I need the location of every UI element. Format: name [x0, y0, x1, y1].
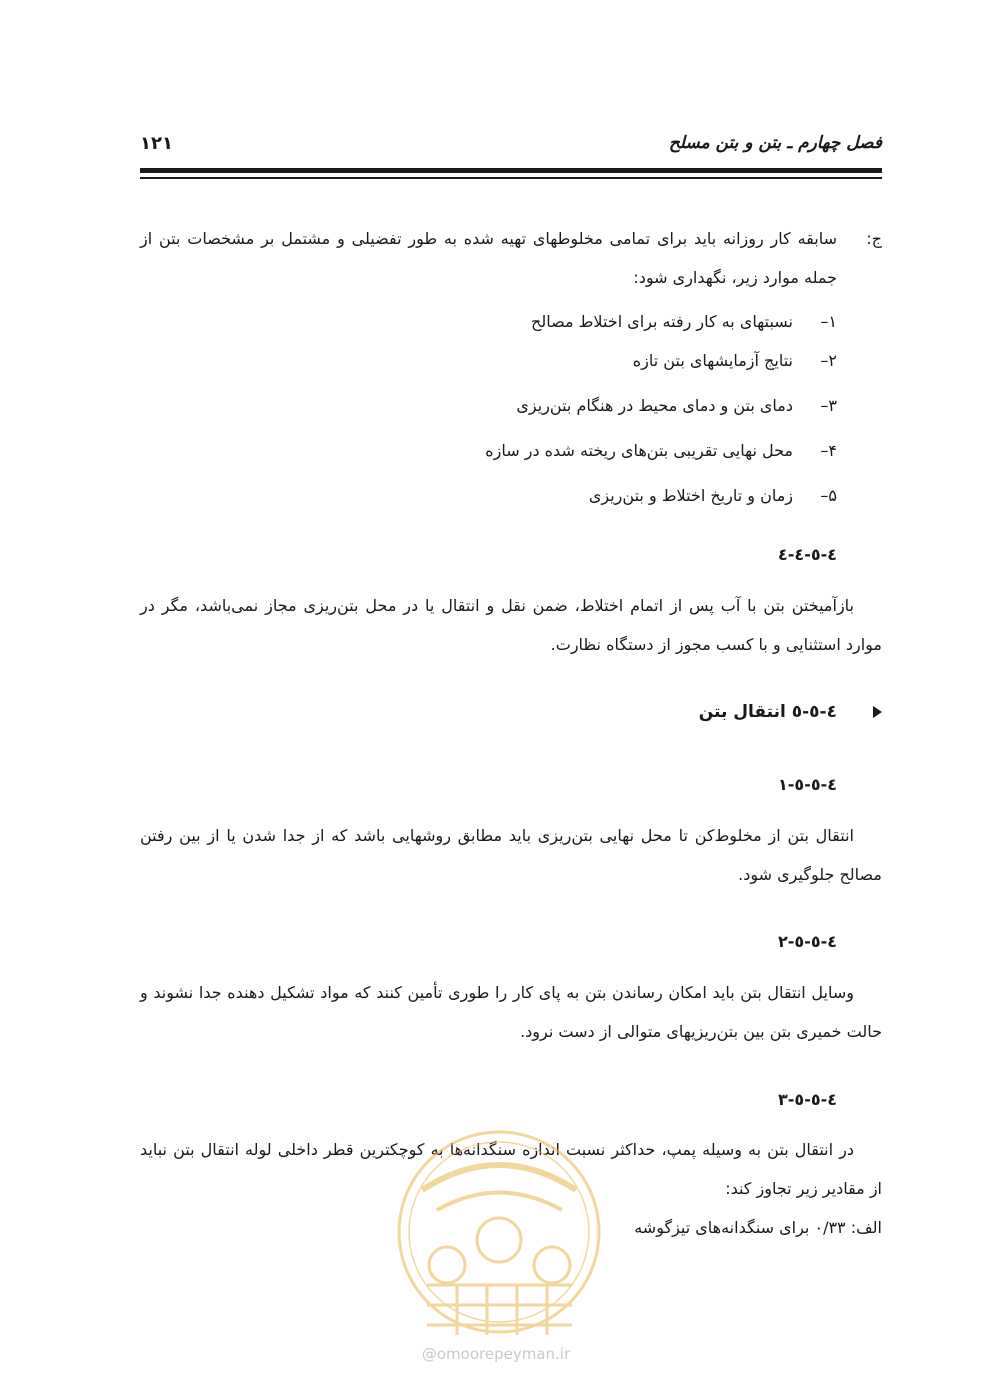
page-number: ۱۲۱ — [140, 133, 173, 154]
list-item-text: دمای بتن و دمای محیط در هنگام بتن‌ریزی — [516, 396, 793, 415]
chapter-title: فصل چهارم ـ بتن و بتن مسلح — [668, 133, 882, 153]
clause-number: ٤-٥-٤-٤ — [778, 545, 837, 564]
section-heading: ٤-٥-٥ انتقال بتن — [698, 702, 837, 722]
list-item — [516, 386, 837, 425]
clause-number: ٤-٥-٥-٢ — [778, 932, 837, 951]
clause-text: در انتقال بتن به وسیله پمپ، حداکثر نسبت اندازه سنگدانه‌ها به کوچکترین قطر داخلی لوله انتقال بتن نباید از مقادیر زیر تجاوز کند: — [140, 1140, 882, 1198]
list-item — [589, 476, 837, 515]
section-bullet-icon — [873, 706, 882, 718]
watermark-seal-icon — [392, 1120, 607, 1350]
list-item — [485, 431, 837, 470]
list-item — [531, 302, 837, 341]
list-item-number: ۴– — [820, 441, 837, 460]
list-item-text: زمان و تاریخ اختلاط و بتن‌ریزی — [588, 486, 793, 505]
list-item-number: ۲– — [820, 351, 837, 370]
item-c-text: سابقه کار روزانه باید برای تمامی مخلوطهای تهیه شده به طور تفضیلی و مشتمل بر مشخصات بتن از جمله موارد زیر، نگهداری شود: — [140, 229, 837, 287]
list-item — [633, 341, 837, 380]
watermark-url: @omoorepeyman.ir — [421, 1345, 571, 1363]
list-item-number: ۵– — [820, 486, 837, 505]
clause-text: انتقال بتن از مخلوط‌کن تا محل نهایی بتن‌ریزی باید مطابق روشهایی باشد که از جدا شدن یا از بین رفتن مصالح جلوگیری شود. — [140, 826, 882, 884]
clause-text: بازآمیختن بتن با آب پس از اتمام اختلاط، ضمن نقل و انتقال یا در محل بتن‌ریزی مجاز نمی‌باشد، مگر در موارد استثنایی و با کسب مجوز از دستگاه نظارت. — [140, 596, 882, 654]
header-rule-thin — [140, 177, 882, 179]
header-rule-thick — [140, 168, 882, 173]
clause-number: ٤-٥-٥-١ — [778, 775, 837, 794]
list-item-text: نسبتهای به کار رفته برای اختلاط مصالح — [531, 312, 793, 331]
item-c-label: ج: — [866, 229, 882, 248]
clause-text: وسایل انتقال بتن باید امکان رساندن بتن به پای کار را طوری تأمین کنند که مواد تشکیل دهنده جدا نشوند و حالت خمیری بتن بین بتن‌ریزیهای متوالی از دست نرود. — [140, 983, 882, 1041]
list-item-text: محل نهایی تقریبی بتن‌های ریخته شده در سازه — [485, 441, 793, 460]
clause-number: ٤-٥-٥-٣ — [778, 1090, 837, 1109]
list-item-text: نتایج آزمایشهای بتن تازه — [632, 351, 793, 370]
list-item-number: ۳– — [820, 396, 837, 415]
clause-subitem: الف: ۰/۳۳ برای سنگدانه‌های تیزگوشه — [634, 1218, 882, 1237]
list-item-number: ۱– — [820, 312, 837, 331]
